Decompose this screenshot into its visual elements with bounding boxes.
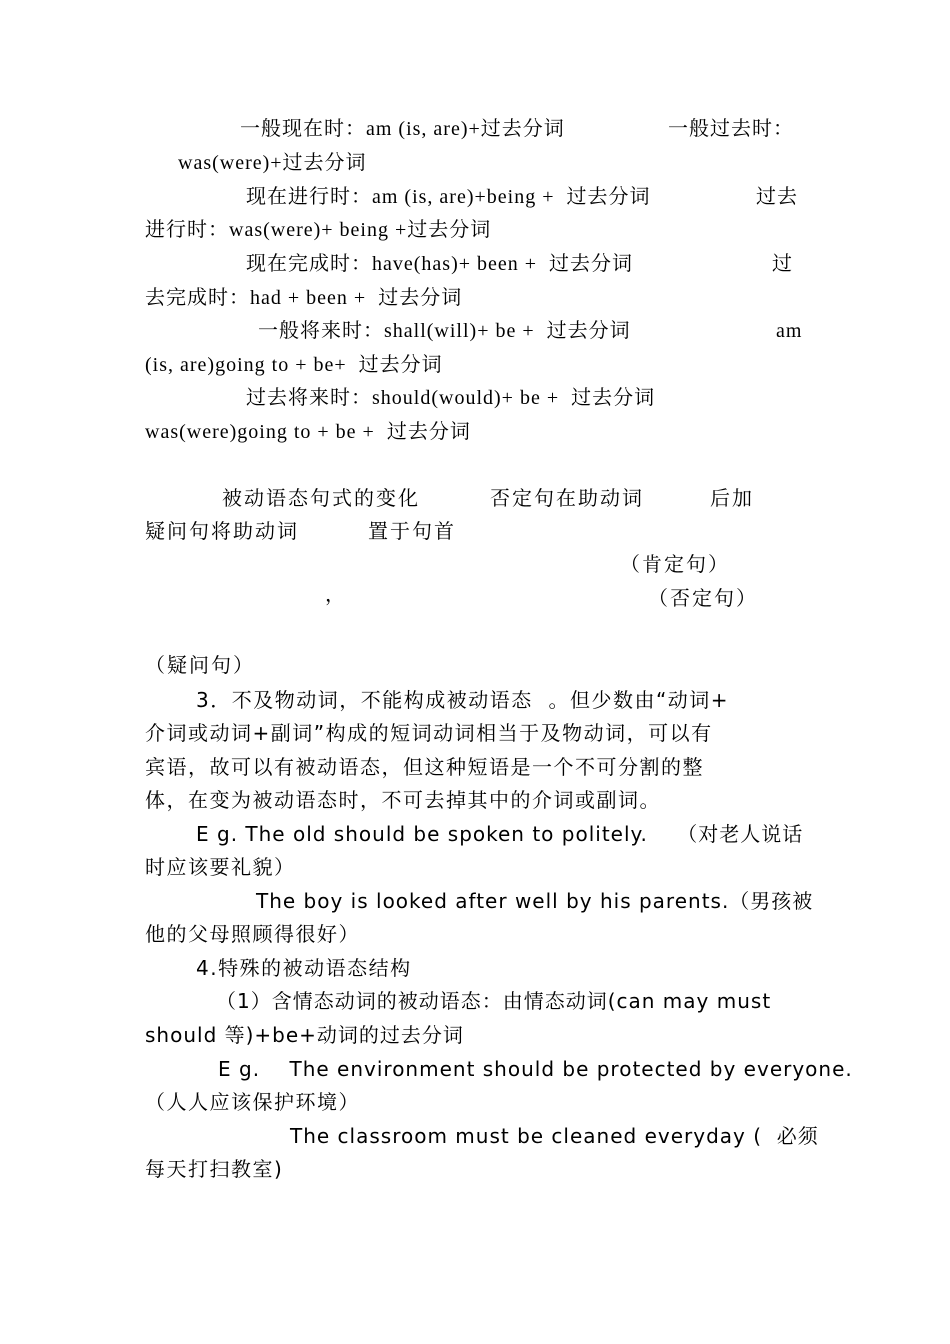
sentence-forms-heading: 被动语态句式的变化 — [222, 488, 420, 510]
question-rule: 疑问句将助动词 — [145, 521, 299, 543]
present-perfect-line: 现在完成时：have(has)+ been + 过去分词 — [246, 253, 634, 275]
past-perfect-formula: 去完成时：had + been + 过去分词 — [145, 287, 463, 309]
past-progressive-label-start: 过去 — [756, 186, 798, 208]
present-progressive-line: 现在进行时：am (is, are)+being + 过去分词 — [246, 186, 651, 208]
negative-rule-end: 后加 — [710, 488, 754, 510]
section3-example-2: The boy is looked after well by his parents.（男孩被 — [256, 889, 814, 913]
section3-example-2-cont: 他的父母照顾得很好） — [145, 922, 360, 946]
section3-example-1-cont: 时应该要礼貌） — [145, 855, 296, 879]
section3-line-2: 介词或动词+副词”构成的短词动词相当于及物动词，可以有 — [145, 721, 713, 745]
section3-example-1: E g. The old should be spoken to politely. （对老人说话 — [196, 822, 804, 846]
past-progressive-formula: 进行时：was(were)+ being +过去分词 — [145, 219, 492, 241]
section4-example-1: E g. The environment should be protected by everyone. — [218, 1057, 853, 1081]
section4-example-1-cont: （人人应该保护环境） — [145, 1090, 360, 1114]
question-label: （疑问句） — [145, 655, 255, 677]
affirmative-label: （肯定句） — [620, 554, 730, 576]
past-perfect-label-start: 过 — [772, 253, 793, 275]
question-rule-end: 置于句首 — [368, 521, 456, 543]
negative-rule: 否定句在助动词 — [490, 488, 644, 510]
section3-line-4: 体，在变为被动语态时，不可去掉其中的介词或副词。 — [145, 788, 661, 812]
section4-example-2: The classroom must be cleaned everyday ( 必须 — [290, 1124, 819, 1148]
section4-example-2-cont: 每天打扫教室) — [145, 1157, 284, 1181]
going-to-formula: (is, are)going to + be+ 过去分词 — [145, 354, 443, 376]
section4-line-2: should 等)+be+动词的过去分词 — [145, 1023, 464, 1047]
section4-line-1: （1）含情态动词的被动语态：由情态动词(can may must — [216, 989, 772, 1013]
simple-present-line: 一般现在时：am (is, are)+过去分词 — [240, 118, 565, 140]
simple-past-formula: was(were)+过去分词 — [178, 152, 367, 174]
future-in-past-line: 过去将来时：should(would)+ be + 过去分词 — [246, 387, 656, 409]
going-to-start: am — [776, 320, 803, 342]
negative-label: （否定句） — [648, 588, 758, 610]
simple-future-line: 一般将来时：shall(will)+ be + 过去分词 — [258, 320, 631, 342]
section3-line-1: 3．不及物动词，不能构成被动语态 。但少数由“动词+ — [196, 688, 730, 712]
section3-line-3: 宾语，故可以有被动语态，但这种短语是一个不可分割的整 — [145, 755, 704, 779]
simple-past-label: 一般过去时： — [668, 118, 794, 140]
comma-mark: ， — [325, 584, 346, 606]
future-in-past-going-to: was(were)going to + be + 过去分词 — [145, 421, 471, 443]
section4-heading: 4.特殊的被动语态结构 — [196, 956, 412, 980]
